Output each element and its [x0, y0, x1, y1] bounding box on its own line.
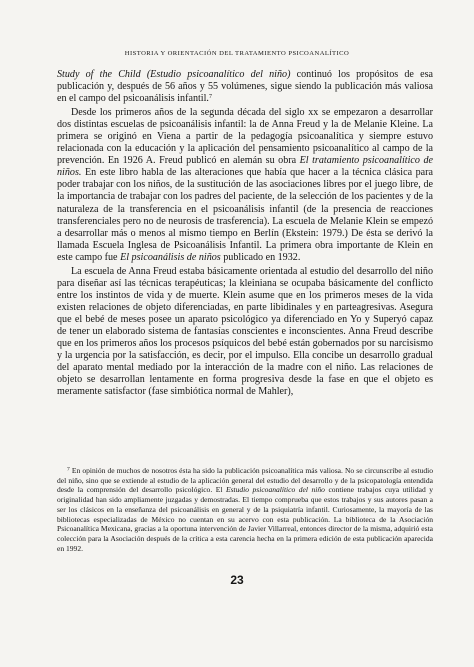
text-run: publicado en 1932. [220, 251, 301, 263]
footnote-reference: 7 [208, 94, 212, 101]
body-paragraph [57, 107, 433, 264]
footnote-paragraph [57, 466, 433, 553]
running-head: HISTORIA Y ORIENTACIÓN DEL TRATAMIENTO PSICOANALÍTICO [124, 50, 350, 57]
italic-title: Estudio psicoanalítico del niño [225, 485, 325, 495]
italic-title: El psicoanálisis de niños [120, 251, 221, 263]
text-run: continuó los propósitos de esa publicación y, después de 56 años y 55 volúmenes, sigue siendo la publicación más valiosa en el campo del psicoanálisis infantil. [57, 69, 433, 105]
italic-title: Study of the Child (Estudio psicoanalítico del niño) [57, 69, 291, 80]
body-paragraph [57, 69, 433, 105]
page-number: 23 [230, 573, 244, 587]
italic-title: El tratamiento psicoanalítico de niños. [57, 155, 433, 179]
footnote [57, 466, 433, 553]
text-run: contiene trabajos cuya utilidad y originalidad han sido ampliamente juzgadas y demostradas. El tiempo comprueba que estos trabajos y sus autores pasan a ser los clásicos en la enseñanza del psicoanálisis en general y de la psiquiatría infantil. Curiosamente, la mayoría de las bibliotecas especializadas de México no cuentan en su acervo con esta publicación. La biblioteca de la Asociación Psicoanalítica Mexicana, gracias a la oportuna intervención de Javier Villarreal, entonces director de la misma, adquirió esta colección para la Asociación después de la crítica a esta carencia hecha en la primera edición de esta publicación aparecida en 1992. [57, 485, 433, 553]
text-run: En este libro habla de las alteraciones que había que hacer a la técnica clásica para poder trabajar con los niños, de la sustitución de las asociaciones libres por el juego libre, de la importancia de trabajar con los padres del paciente, de la selección de los pacientes y de la naturaleza de la transferencia en el psicoanálisis infantil (de la presencia de reacciones transferenciales pero no de neurosis de trasferencia). La escuela de Melanie Klein se empezó a desarrollar más o menos al mismo tiempo en Berlín (Ekstein: 1979.) De ésta se derivó la llamada Escuela Inglesa de Psicoanálisis Infantil. La primera obra importante de Klein en este campo fue [57, 167, 433, 263]
footnote-marker: 7 [67, 466, 70, 473]
text-run: En opinión de muchos de nosotros ésta ha sido la publicación psicoanalítica más valiosa. No se circunscribe al estudio del niño, sino que se extiende al estudio de la aplicación general del estudio del desarrollo y de la psicopatología entendida desde la comprensión del desarrollo psicológico. El [57, 466, 433, 495]
body-paragraph [57, 266, 433, 399]
text-run: Desde los primeros años de la segunda década del siglo xx se empezaron a desarrollar dos distintas escuelas de psicoanálisis infantil: la de Anna Freud y la de Melanie Kleine. La primera se originó en Viena a partir de la pedagogía psicoanalítica y siempre estuvo relacionada con la educación y la aplicación del pensamiento psicoanalítico al campo de la prevención. En 1926 A. Freud publicó en alemán su obra [57, 107, 433, 167]
body-text [57, 69, 433, 398]
text-run: La escuela de Anna Freud estaba básicamente orientada al estudio del desarrollo del niño para diseñar así las técnicas terapéuticas; la kleiniana se ocupaba básicamente del conflicto entre los instintos de vida y de muerte. Klein asume que en los primeros meses de la vida existen relaciones de objeto diferenciadas, en parte libidinales y en parteagresivas. Asegura que el bebé de meses posee un aparato psicológico ya diferenciado en Yo y Superyó capaz de tener un elaborado sistema de fantasías conscientes e inconscientes. Anna Freud describe que en los primeros años los procesos psíquicos del bebé están gobernados por su narcisismo y la urgencia por la satisfacción, es decir, por el impulso. Ella concibe un desarrollo gradual del aparato mental mediado por la interacción de la madre con el niño. Las relaciones de objeto se desarrollan lentamente en forma progresiva desde la fase en que el objeto es meramente satisfactor (fase simbiótica normal de Mahler), [57, 265, 433, 398]
